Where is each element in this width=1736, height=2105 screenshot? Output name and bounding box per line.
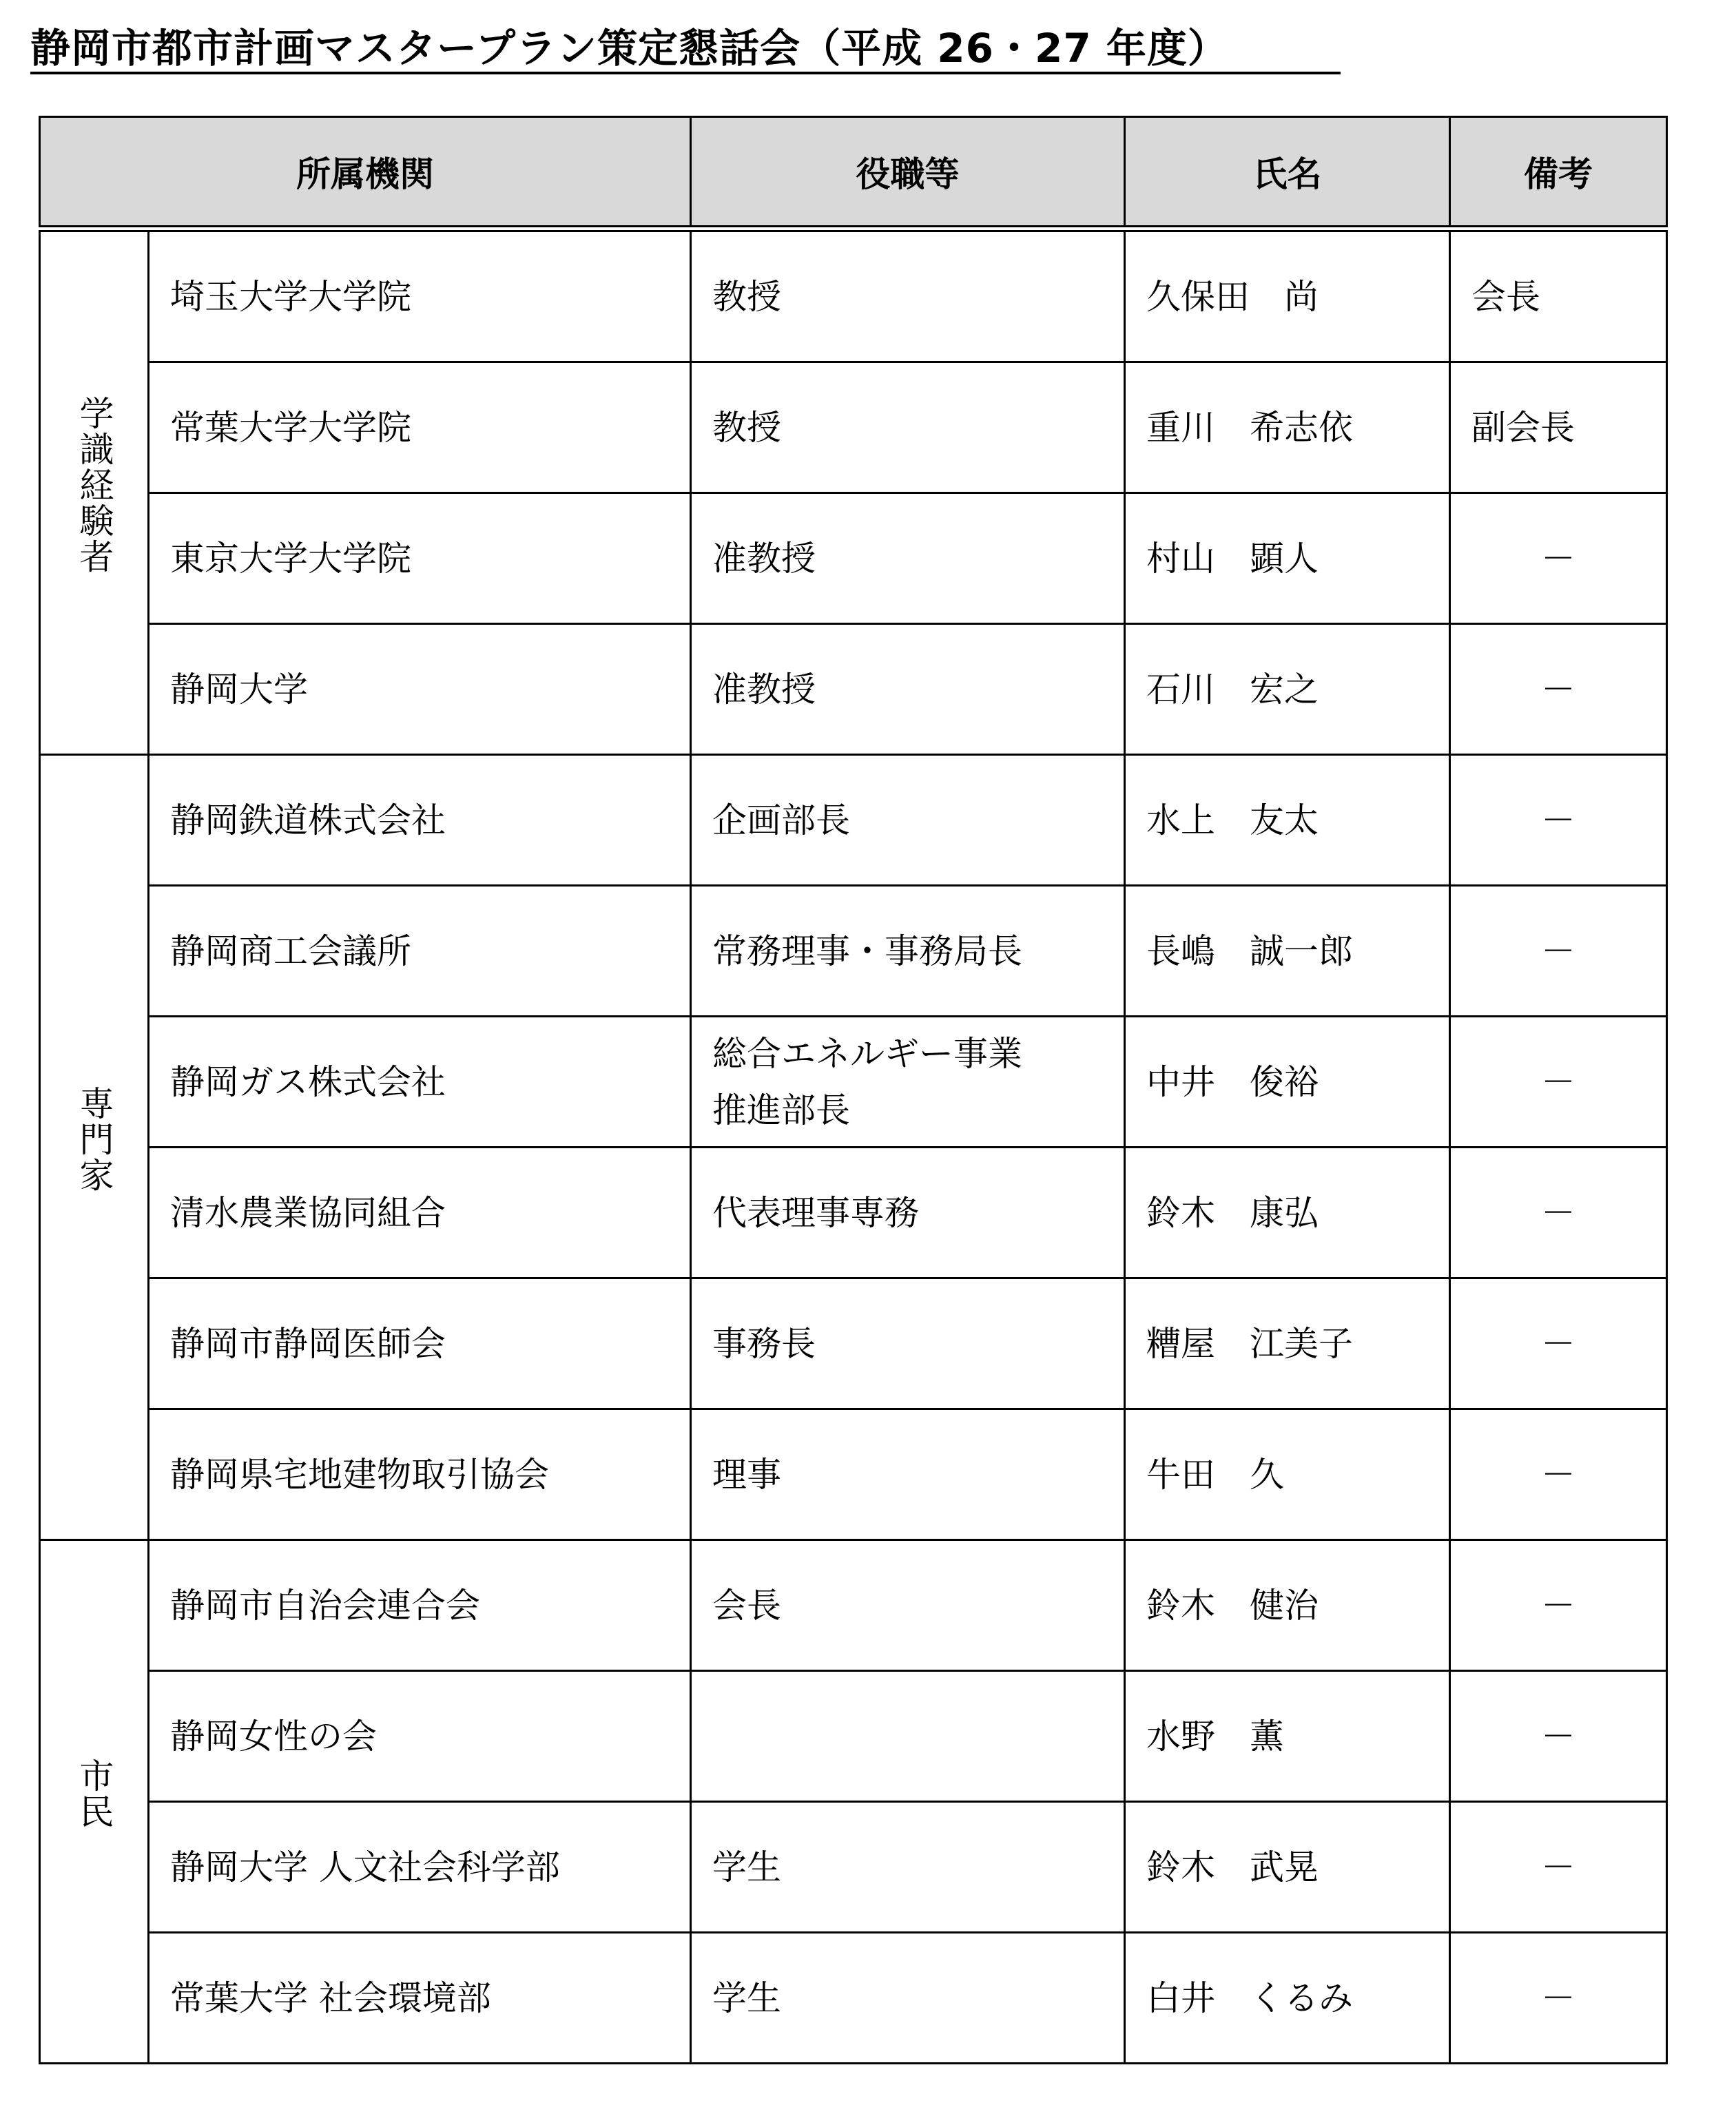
role-cell — [691, 1671, 1125, 1802]
note-cell: － — [1450, 1409, 1667, 1540]
name-cell: 白井 くるみ — [1125, 1933, 1450, 2064]
name-cell: 牛田 久 — [1125, 1409, 1450, 1540]
member-table-header — [39, 116, 1668, 227]
role-cell: 総合エネルギー事業 推進部長 — [691, 1017, 1125, 1148]
document-title: 静岡市都市計画マスタープラン策定懇話会（平成 26・27 年度） — [30, 25, 1228, 72]
org-cell: 静岡市静岡医師会 — [149, 1278, 691, 1409]
role-cell: 事務長 — [691, 1278, 1125, 1409]
category-cell — [40, 231, 149, 755]
note-cell: － — [1450, 1671, 1667, 1802]
category-label: 市民 — [74, 1757, 114, 1829]
note-cell: － — [1450, 1802, 1667, 1933]
table-row — [40, 1278, 1667, 1409]
note-cell: － — [1450, 886, 1667, 1017]
role-cell: 代表理事専務 — [691, 1148, 1125, 1278]
note-cell: － — [1450, 493, 1667, 624]
note-cell: 会長 — [1450, 231, 1667, 362]
name-cell: 鈴木 武晃 — [1125, 1802, 1450, 1933]
note-cell: － — [1450, 1540, 1667, 1671]
org-cell: 静岡大学 人文社会科学部 — [149, 1802, 691, 1933]
member-table-body — [40, 231, 1667, 2064]
role-cell: 理事 — [691, 1409, 1125, 1540]
table-row — [40, 624, 1667, 755]
role-cell: 学生 — [691, 1933, 1125, 2064]
org-cell: 静岡県宅地建物取引協会 — [149, 1409, 691, 1540]
org-cell: 常葉大学 社会環境部 — [149, 1933, 691, 2064]
org-cell: 埼玉大学大学院 — [149, 231, 691, 362]
org-cell: 清水農業協同組合 — [149, 1148, 691, 1278]
name-cell: 鈴木 康弘 — [1125, 1148, 1450, 1278]
table-row — [40, 1540, 1667, 1671]
name-cell: 長嶋 誠一郎 — [1125, 886, 1450, 1017]
name-cell: 重川 希志依 — [1125, 362, 1450, 493]
note-cell: － — [1450, 1148, 1667, 1278]
category-label: 専門家 — [74, 1085, 114, 1193]
role-cell: 教授 — [691, 362, 1125, 493]
note-cell: － — [1450, 1017, 1667, 1148]
name-cell: 久保田 尚 — [1125, 231, 1450, 362]
role-cell: 学生 — [691, 1802, 1125, 1933]
header-row — [40, 117, 1667, 227]
table-row — [40, 493, 1667, 624]
name-cell: 水上 友太 — [1125, 755, 1450, 886]
role-cell: 准教授 — [691, 493, 1125, 624]
note-cell: 副会長 — [1450, 362, 1667, 493]
org-cell: 静岡女性の会 — [149, 1671, 691, 1802]
table-row — [40, 362, 1667, 493]
note-cell: － — [1450, 1933, 1667, 2064]
table-row — [40, 1017, 1667, 1148]
table-row — [40, 755, 1667, 886]
org-cell: 静岡市自治会連合会 — [149, 1540, 691, 1671]
org-cell: 常葉大学大学院 — [149, 362, 691, 493]
table-row — [40, 886, 1667, 1017]
category-label: 学識経験者 — [74, 395, 114, 574]
header-role: 役職等 — [691, 117, 1125, 227]
name-cell: 村山 顕人 — [1125, 493, 1450, 624]
table-row — [40, 1671, 1667, 1802]
role-cell: 会長 — [691, 1540, 1125, 1671]
category-cell — [40, 755, 149, 1540]
org-cell: 東京大学大学院 — [149, 493, 691, 624]
table-row — [40, 1409, 1667, 1540]
name-cell: 糟屋 江美子 — [1125, 1278, 1450, 1409]
org-cell: 静岡鉄道株式会社 — [149, 755, 691, 886]
name-cell: 水野 薫 — [1125, 1671, 1450, 1802]
table-row — [40, 1933, 1667, 2064]
member-table — [39, 230, 1668, 2064]
role-cell: 常務理事・事務局長 — [691, 886, 1125, 1017]
note-cell: － — [1450, 624, 1667, 755]
note-cell: － — [1450, 755, 1667, 886]
header-name: 氏名 — [1125, 117, 1450, 227]
name-cell: 石川 宏之 — [1125, 624, 1450, 755]
org-cell: 静岡大学 — [149, 624, 691, 755]
header-org: 所属機関 — [40, 117, 691, 227]
title-underline — [30, 72, 1341, 74]
name-cell: 中井 俊裕 — [1125, 1017, 1450, 1148]
table-row — [40, 1802, 1667, 1933]
category-cell — [40, 1540, 149, 2064]
table-row — [40, 231, 1667, 362]
role-cell: 教授 — [691, 231, 1125, 362]
header-note: 備考 — [1450, 117, 1667, 227]
role-cell: 准教授 — [691, 624, 1125, 755]
note-cell: － — [1450, 1278, 1667, 1409]
org-cell: 静岡商工会議所 — [149, 886, 691, 1017]
org-cell: 静岡ガス株式会社 — [149, 1017, 691, 1148]
name-cell: 鈴木 健治 — [1125, 1540, 1450, 1671]
table-row — [40, 1148, 1667, 1278]
role-cell: 企画部長 — [691, 755, 1125, 886]
